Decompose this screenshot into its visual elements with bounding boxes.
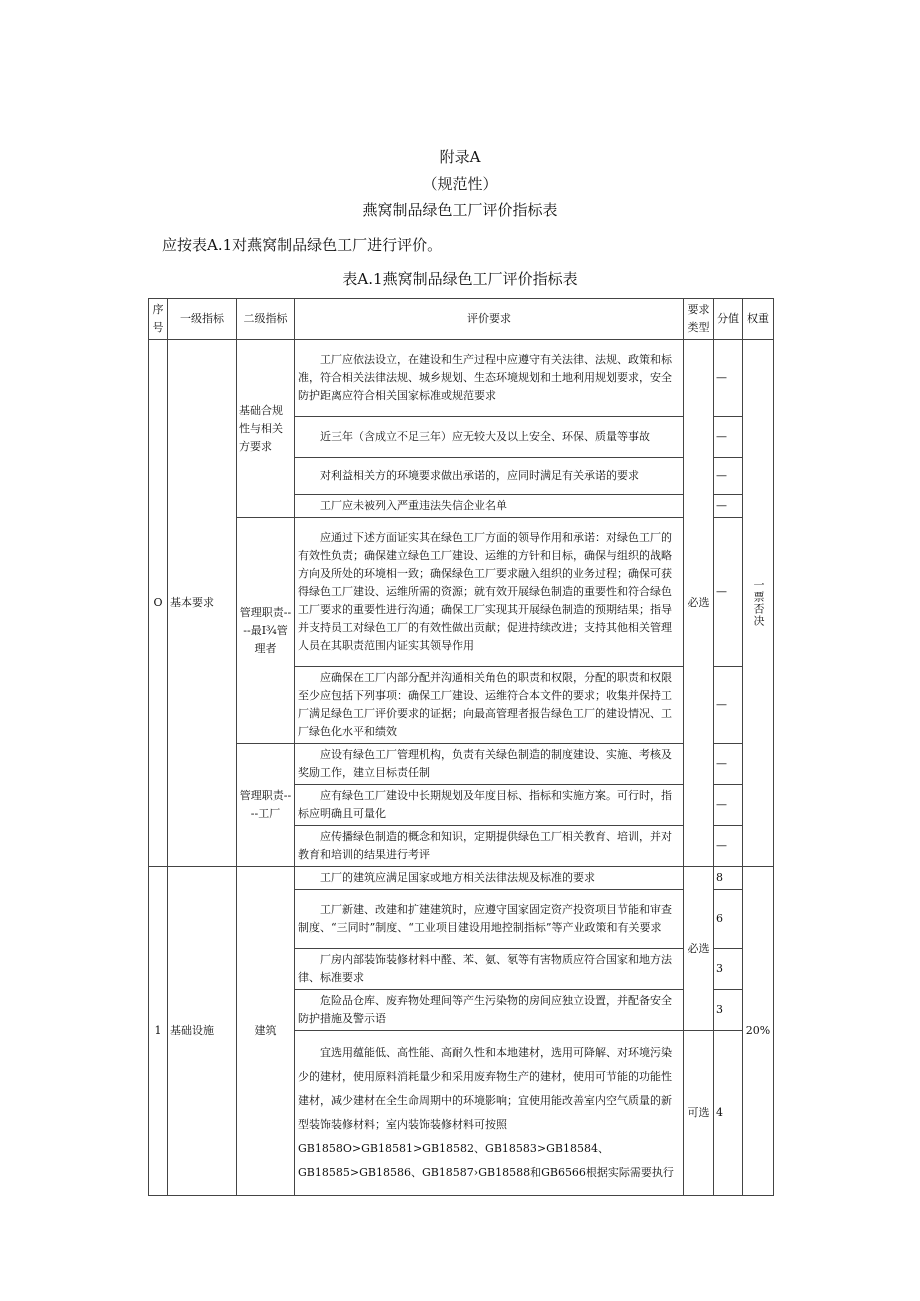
section0-level1: 基本要求 [168, 340, 237, 867]
section0-type: 必选 [684, 340, 714, 867]
score-cell: 6 [714, 890, 743, 949]
col-requirement: 评价要求 [295, 299, 684, 340]
requirement-text: 工厂应未被列入严重违法失信企业名单 [295, 495, 684, 518]
requirement-text: 应有绿色工厂建设中长期规划及年度目标、指标和实施方案。可行时，指标应明确且可量化 [295, 785, 684, 826]
requirement-text: 对利益相关方的环境要求做出承诺的，应同时满足有关承诺的要求 [295, 458, 684, 495]
col-score: 分值 [714, 299, 743, 340]
normative-label: （规范性） [422, 175, 498, 193]
requirement-text: 应确保在工厂内部分配并沟通相关角色的职责和权限，分配的职责和权限至少应包括下列事项：确保工厂建设、运维符合本文件的要求；收集并保持工厂满足绿色工厂评价要求的证据；向最高管理者报告绿色工厂的建设情况、工厂绿色化水平和绩效 [295, 667, 684, 744]
col-level2: 二级指标 [237, 299, 295, 340]
section0-group1-level2: 管理职责----最I¾管理者 [237, 518, 295, 744]
table-row [149, 744, 774, 785]
appendix-heading: 附录A [439, 148, 481, 166]
section0-group0-level2: 基础合规性与相关方要求 [237, 340, 295, 518]
score-cell: — [714, 417, 743, 458]
intro-sentence: 应按表A.1对燕窝制品绿色工厂进行评价。 [162, 236, 443, 254]
requirement-text: 工厂新建、改建和扩建建筑时，应遵守国家固定资产投资项目节能和审查制度、“三同时”制度、“工业项目建设用地控制指标”等产业政策和有关要求 [295, 890, 684, 949]
score-cell: — [714, 826, 743, 867]
table-caption: 表A.1燕窝制品绿色工厂评价指标表 [342, 270, 578, 288]
section0-no: O [149, 340, 168, 867]
score-cell: — [714, 495, 743, 518]
section1-type-optional: 可选 [684, 1031, 714, 1196]
score-cell: — [714, 518, 743, 667]
score-cell: — [714, 667, 743, 744]
col-weight: 权重 [743, 299, 774, 340]
table-row [149, 340, 774, 417]
score-cell: — [714, 340, 743, 417]
document-title: 燕窝制品绿色工厂评价指标表 [362, 201, 558, 219]
requirement-text: 近三年（含成立不足三年）应无较大及以上安全、环保、质量等事故 [295, 417, 684, 458]
section1-no: 1 [149, 867, 168, 1196]
requirement-text: 应通过下述方面证实其在绿色工厂方面的领导作用和承诺：对绿色工厂的有效性负责；确保建立绿色工厂建设、运维的方针和目标，确保与组织的战略方向及所处的环境相一致；确保绿色工厂要求融入组织的业务过程；确保可获得绿色工厂建设、运维所需的资源；就有效开展绿色制造的重要性和符合绿色工厂要求的重要性进行沟通；确保工厂实现其开展绿色制造的预期结果；指导并支持员工对绿色工厂的有效性做出贡献；促进持续改进；支持其他相关管理人员在其职责范围内证实其领导作用 [295, 518, 684, 667]
section1-weight: 20% [743, 867, 774, 1196]
requirement-text: 工厂应依法设立，在建设和生产过程中应遵守有关法律、法规、政策和标准，符合相关法律法规、城乡规划、生态环境规划和土地利用规划要求，安全防护距离应符合相关国家标准或规范要求 [295, 340, 684, 417]
table-row [149, 518, 774, 667]
requirement-text: 应设有绿色工厂管理机构，负责有关绿色制造的制度建设、实施、考核及奖励工作，建立目标责任制 [295, 744, 684, 785]
requirement-text: 应传播绿色制造的概念和知识，定期提供绿色工厂相关教育、培训，并对教育和培训的结果进行考评 [295, 826, 684, 867]
requirement-text: 工厂的建筑应满足国家或地方相关法律法规及标准的要求 [295, 867, 684, 890]
section0-weight [743, 340, 774, 867]
requirement-text: 宜选用蕴能低、高性能、高耐久性和本地建材，选用可降解、对环境污染少的建材，使用原料消耗量少和采用废弃物生产的建材，使用可节能的功能性建材，减少建材在全生命周期中的环境影响；宜使用能改善室内空气质量的新型装饰装修材料；室内装饰装修材料可按照GB1858O>GB18581>GB18582、GB18583>GB18584、GB18585>GB18586、GB18587›GB18588和GB6566根据实际需要执行 [295, 1031, 684, 1196]
col-level1: 一级指标 [168, 299, 237, 340]
section1-type-required: 必选 [684, 867, 714, 1031]
table-header-row [149, 299, 774, 340]
col-type: 要求类型 [684, 299, 714, 340]
score-cell: 4 [714, 1031, 743, 1196]
col-no: 序号 [149, 299, 168, 340]
score-cell: — [714, 744, 743, 785]
score-cell: — [714, 458, 743, 495]
score-cell: 3 [714, 990, 743, 1031]
section1-level1: 基础设施 [168, 867, 237, 1196]
section0-group2-level2: 管理职责----工厂 [237, 744, 295, 867]
weight-veto-text: 一票否决 [752, 579, 765, 627]
section1-level2: 建筑 [237, 867, 295, 1196]
table-row [149, 867, 774, 890]
score-cell: — [714, 785, 743, 826]
requirement-text: 危险品仓库、废弃物处理间等产生污染物的房间应独立设置，并配备安全防护措施及警示语 [295, 990, 684, 1031]
evaluation-table [148, 298, 774, 1196]
score-cell: 8 [714, 867, 743, 890]
score-cell: 3 [714, 949, 743, 990]
requirement-text: 厂房内部装饰装修材料中醛、苯、氨、氡等有害物质应符合国家和地方法律、标准要求 [295, 949, 684, 990]
